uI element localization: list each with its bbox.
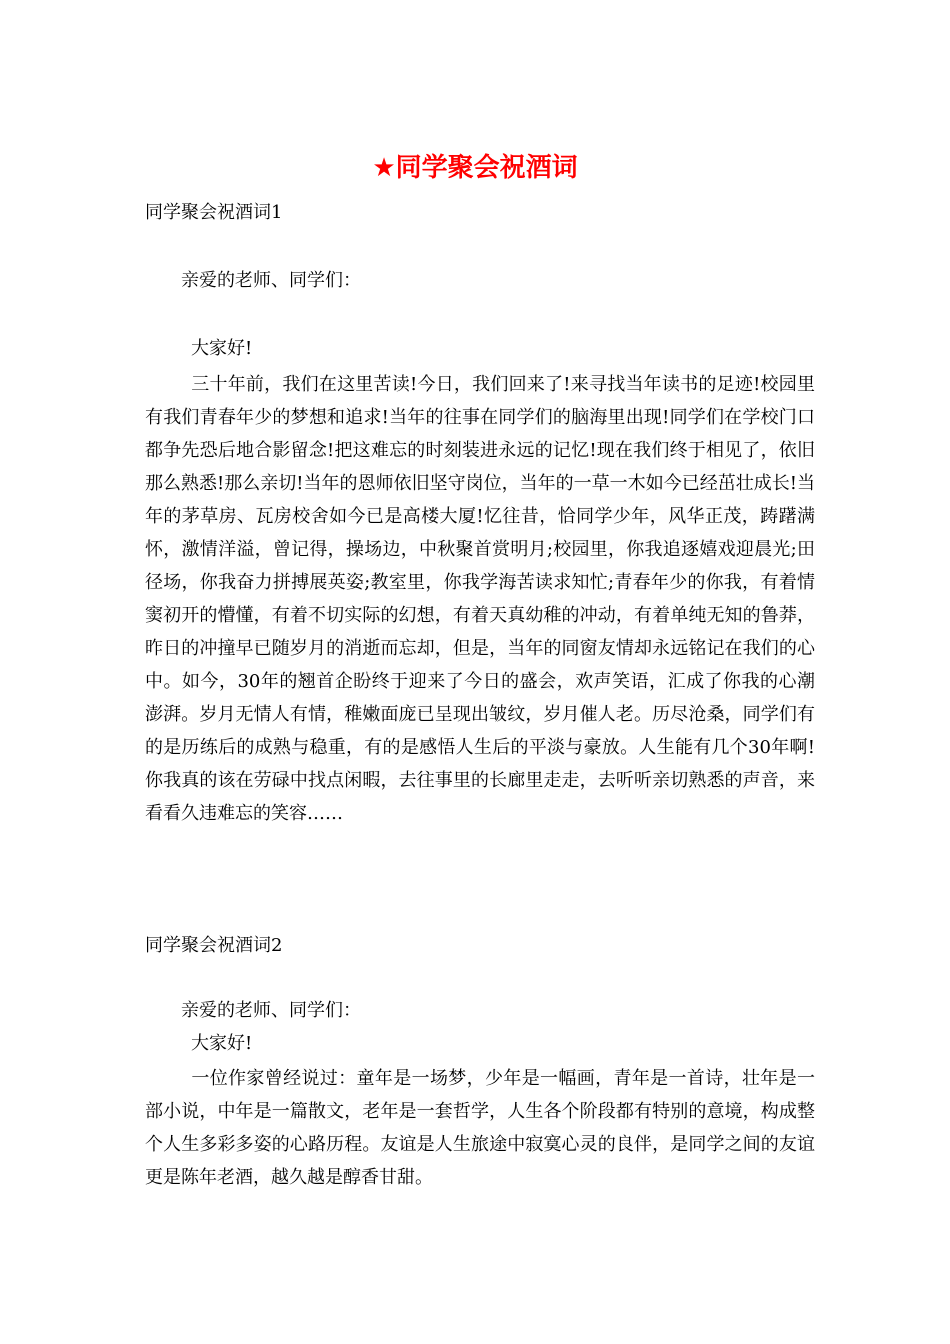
section-1-greeting: 大家好! xyxy=(191,338,253,359)
section-1-paragraph xyxy=(145,368,815,830)
section-1-paragraph-text: 三十年前，我们在这里苦读!今日，我们回来了!来寻找当年读书的足迹!校园里有我们青春年少的梦想和追求!当年的往事在同学们的脑海里出现!同学们在学校门口都争先恐后地合影留念!把这难忘的时刻装进永远的记忆!现在我们终于相见了，依旧那么熟悉!那么亲切!当年的恩师依旧坚守岗位，当年的一草一木如今已经茁壮成长!当年的茅草房、瓦房校舍如今已是高楼大厦!忆往昔，恰同学少年，风华正茂，踌躇满怀，激情洋溢，曾记得，操场边，中秋聚首赏明月;校园里，你我追逐嬉戏迎晨光;田径场，你我奋力拼搏展英姿;教室里，你我学海苦读求知忙;青春年少的你我，有着情窦初开的懵懂，有着不切实际的幻想，有着天真幼稚的冲动，有着单纯无知的鲁莽，昨日的冲撞早已随岁月的消逝而忘却，但是，当年的同窗友情却永远铭记在我们的心中。如今，30年的翘首企盼终于迎来了今日的盛会，欢声笑语，汇成了你我的心潮澎湃。岁月无情人有情，稚嫩面庞已呈现出皱纹，岁月催人老。历尽沧桑，同学们有的是历练后的成熟与稳重，有的是感悟人生后的平淡与豪放。人生能有几个30年啊!你我真的该在劳碌中找点闲暇，去往事里的长廊里走走，去听听亲切熟悉的声音，来看看久违难忘的笑容…… xyxy=(145,374,815,824)
section-2-salutation: 亲爱的老师、同学们： xyxy=(181,1000,361,1021)
section-1-heading: 同学聚会祝酒词1 xyxy=(145,202,283,223)
section-2-heading: 同学聚会祝酒词2 xyxy=(145,935,283,956)
section-2-paragraph-text: 一位作家曾经说过：童年是一场梦，少年是一幅画，青年是一首诗，壮年是一部小说，中年是一篇散文，老年是一套哲学，人生各个阶段都有特别的意境，构成整个人生多彩多姿的心路历程。友谊是人生旅途中寂寞心灵的良伴，是同学之间的友谊更是陈年老酒，越久越是醇香甘甜。 xyxy=(145,1068,815,1188)
section-2-paragraph xyxy=(145,1062,815,1194)
document-title: ★同学聚会祝酒词 xyxy=(372,153,578,183)
section-1-salutation: 亲爱的老师、同学们： xyxy=(181,270,361,291)
section-2-greeting: 大家好! xyxy=(191,1033,253,1054)
